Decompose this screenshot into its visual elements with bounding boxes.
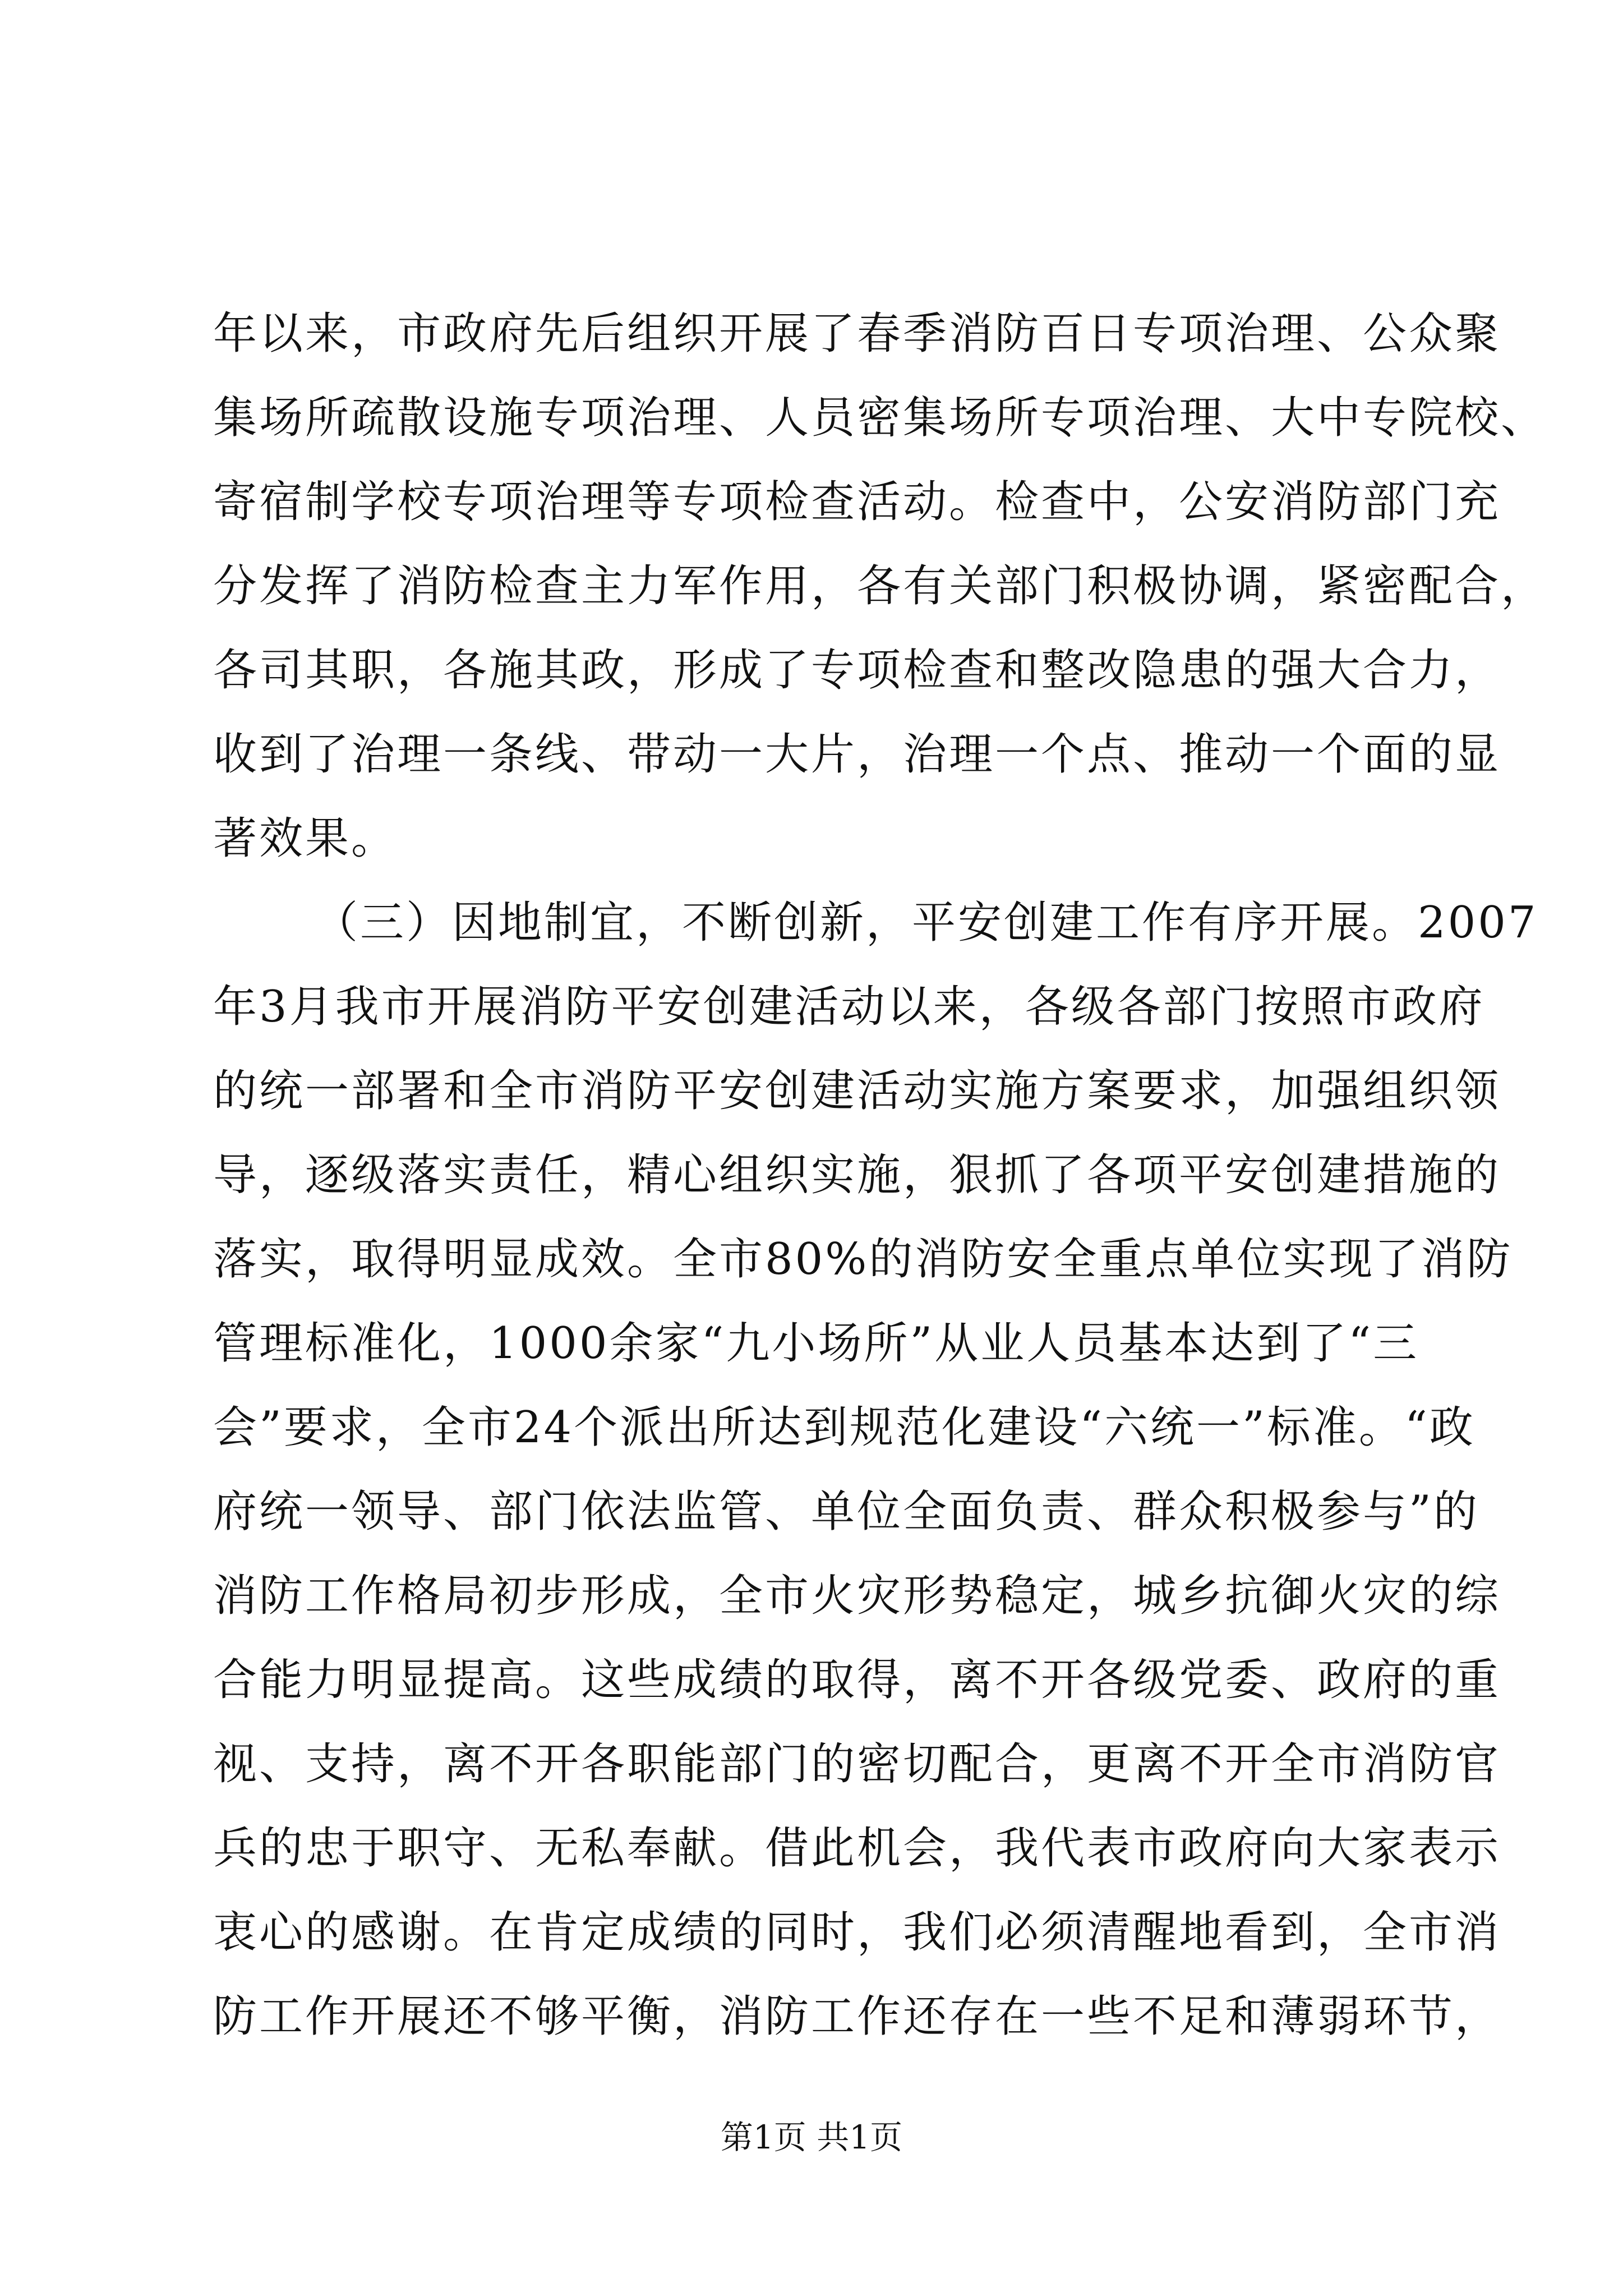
text-line: 著效果。 bbox=[213, 813, 398, 864]
text-line: 衷心的感谢。在肯定成绩的同时，我们必须清醒地看到，全市消 bbox=[213, 1907, 1501, 1958]
text-line: 府统一领导、部门依法监管、单位全面负责、群众积极参与”的 bbox=[213, 1487, 1479, 1537]
text-line: 各司其职，各施其政，形成了专项检查和整改隐患的强大合力， bbox=[213, 645, 1501, 696]
text-line: 分发挥了消防检查主力军作用，各有关部门积极协调，紧密配合， bbox=[213, 561, 1547, 611]
text-line: 会”要求，全市24个派出所达到规范化建设“六统一”标准。“政 bbox=[213, 1402, 1476, 1453]
text-line: 集场所疏散设施专项治理、人员密集场所专项治理、大中专院校、 bbox=[213, 393, 1547, 443]
text-line: 年3月我市开展消防平安创建活动以来，各级各部门按照市政府 bbox=[213, 982, 1485, 1032]
text-line: 合能力明显提高。这些成绩的取得，离不开各级党委、政府的重 bbox=[213, 1655, 1501, 1705]
text-line: 消防工作格局初步形成，全市火灾形势稳定，城乡抗御火灾的综 bbox=[213, 1571, 1501, 1621]
document-body bbox=[213, 292, 1547, 2059]
text-line: 年以来，市政府先后组织开展了春季消防百日专项治理、公众聚 bbox=[213, 309, 1501, 359]
text-line: 落实，取得明显成效。全市80%的消防安全重点单位实现了消防 bbox=[213, 1234, 1513, 1285]
text-line: 兵的忠于职守、无私奉献。借此机会，我代表市政府向大家表示 bbox=[213, 1823, 1501, 1874]
paragraph-1 bbox=[213, 292, 1547, 881]
text-line: （三）因地制宜，不断创新，平安创建工作有序开展。2007 bbox=[314, 898, 1538, 948]
paragraph-2 bbox=[213, 881, 1538, 2059]
text-line: 寄宿制学校专项治理等专项检查活动。检查中，公安消防部门充 bbox=[213, 477, 1501, 527]
page-footer: 第1页 共1页 bbox=[720, 2118, 903, 2156]
text-line: 视、支持，离不开各职能部门的密切配合，更离不开全市消防官 bbox=[213, 1739, 1501, 1789]
text-line: 的统一部署和全市消防平安创建活动实施方案要求，加强组织领 bbox=[213, 1066, 1501, 1116]
text-line: 防工作开展还不够平衡，消防工作还存在一些不足和薄弱环节， bbox=[213, 1991, 1501, 2042]
text-line: 收到了治理一条线、带动一大片，治理一个点、推动一个面的显 bbox=[213, 729, 1501, 780]
text-line: 管理标准化，1000余家“九小场所”从业人员基本达到了“三 bbox=[213, 1318, 1419, 1369]
text-line: 导，逐级落实责任，精心组织实施，狠抓了各项平安创建措施的 bbox=[213, 1150, 1501, 1200]
